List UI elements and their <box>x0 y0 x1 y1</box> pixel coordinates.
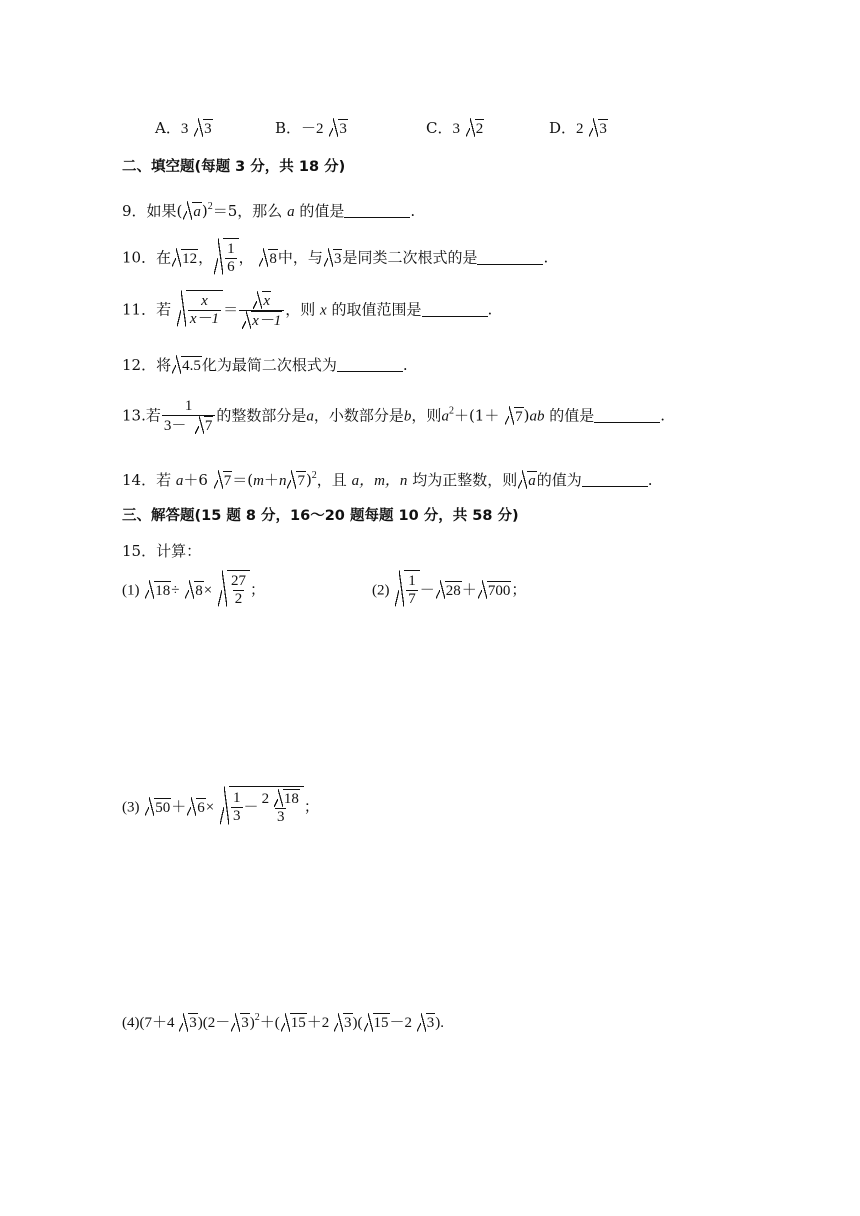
question-15-part-3: (3) 50＋ 6× $\frac{1}{3}$ － $\frac{2 18}{3}$ ； <box>122 786 319 826</box>
sqrt-sign: 3 <box>329 118 348 138</box>
sqrt-sign: x <box>253 291 271 310</box>
choice-b: B．－2 3 <box>275 119 347 137</box>
sqrt-sign: 3 <box>194 118 213 138</box>
fraction: $\frac{1}{3- 7}$ <box>162 398 216 435</box>
sqrt-sign <box>218 570 250 608</box>
question-15: 15．计算： <box>122 542 202 560</box>
sqrt-sign: 3 <box>231 1013 250 1033</box>
sqrt-sign <box>214 238 239 276</box>
choice-c: C．3 2 <box>426 119 484 137</box>
fraction <box>239 291 284 330</box>
question-9: 9．如果( a)$^2$＝5，那么 a 的值是 . <box>122 201 416 220</box>
sqrt-sign: a <box>183 201 202 221</box>
question-15-part-2: (2) $\frac{1}{7}$ － 28＋ 700； <box>372 570 526 608</box>
choice-d: D．2 3 <box>549 119 607 137</box>
sqrt-sign <box>395 570 420 608</box>
sqrt-sign: 7 <box>287 470 306 490</box>
section-heading-fill-in: 二、填空题(每题 3 分，共 18 分) <box>122 159 346 175</box>
sqrt-sign: 7 <box>214 470 233 490</box>
sqrt-sign: 700 <box>478 580 512 600</box>
sqrt-sign: 12 <box>172 248 198 268</box>
sqrt-sign: 3 <box>589 118 608 138</box>
question-14: 14．若 a＋6 7＝(m＋n 7)$^2$，且 a，m，n 均为正整数，则 a的值为 . <box>122 470 653 489</box>
sqrt-sign: 3 <box>324 248 343 268</box>
answer-blank[interactable] <box>344 204 410 218</box>
sqrt-sign: 2 <box>466 118 485 138</box>
fraction: $\frac{1}{6}$ <box>227 241 235 275</box>
answer-blank[interactable] <box>477 251 543 265</box>
question-15-part-1: (1) 18÷ 8× $\frac{27}{2}$ ； <box>122 570 265 608</box>
question-11: 11．若 $\frac{x}{x-1}$ ＝ $\frac{x}{x-1}$ ，则 x 的取值范围是 . <box>122 290 492 330</box>
question-13: 13.若 $\frac{1}{3- 7}$ 的整数部分是a，小数部分是b，则$a^2+(1+ 7)ab$ 的值是 . <box>122 398 666 434</box>
sqrt-sign: $\frac{1}{3}$ － $\frac{2 18}{3}$ <box>220 786 304 826</box>
sqrt-sign: 6 <box>187 797 206 817</box>
sqrt-sign: 15 <box>281 1013 307 1033</box>
sqrt-sign: 50 <box>145 797 171 817</box>
fraction: $\frac{1}{7}$ <box>408 573 416 607</box>
sqrt-sign: 8 <box>259 248 278 268</box>
answer-blank[interactable] <box>337 358 403 372</box>
answer-blank[interactable] <box>422 303 488 317</box>
question-12: 12．将 4.5化为最简二次根式为 . <box>122 356 408 374</box>
sqrt-sign: 28 <box>436 580 462 600</box>
sqrt-sign <box>177 290 223 328</box>
fraction: $\frac{1}{3}$ <box>233 790 241 824</box>
choice-a: A．3 3 <box>155 119 212 137</box>
sqrt-sign: 7 <box>195 416 214 435</box>
question-15-part-4: (4)(7＋4 $3)(2- 3)^2+$( 15＋2 3)( 15－2 3). <box>122 1012 445 1031</box>
answer-blank[interactable] <box>582 473 648 487</box>
fraction: $\frac{x}{x-1}$ <box>189 293 220 327</box>
fraction: $\frac{27}{2}$ <box>231 573 247 607</box>
sqrt-sign: 8 <box>185 580 204 600</box>
sqrt-sign: 18 <box>274 789 300 808</box>
sqrt-sign: a <box>518 470 537 490</box>
sqrt-sign: 4.5 <box>172 355 202 375</box>
sqrt-sign: 3 <box>334 1013 353 1033</box>
sqrt-sign: 7 <box>505 406 524 426</box>
sqrt-sign: 15 <box>364 1013 390 1033</box>
section-heading-solutions: 三、解答题(15 题 8 分，16～20 题每题 10 分，共 58 分) <box>122 508 519 524</box>
sqrt-sign: 3 <box>179 1013 198 1033</box>
question-10: 10．在 12， $\frac{1}{6}$ ， 8中，与 3是同类二次根式的是 . <box>122 238 548 276</box>
sqrt-sign: 3 <box>417 1013 436 1033</box>
fraction: $\frac{2 18}{3}$ <box>261 791 299 825</box>
sqrt-sign: 18 <box>145 580 171 600</box>
answer-blank[interactable] <box>594 409 660 423</box>
sqrt-sign: x－1 <box>242 311 282 330</box>
